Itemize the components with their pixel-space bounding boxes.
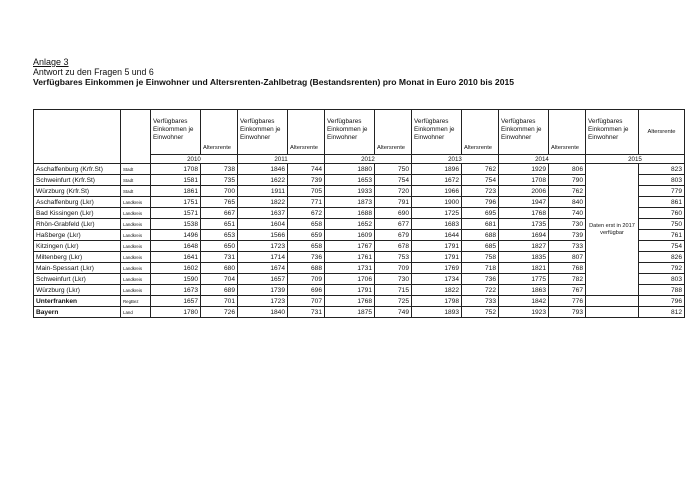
- income-cell: 1846: [238, 164, 288, 175]
- pension-cell: 680: [201, 263, 238, 274]
- income-cell: 1768: [499, 208, 549, 219]
- income-cell: 1590: [151, 274, 201, 285]
- income-cell: 1896: [412, 164, 462, 175]
- pension-cell: 750: [375, 164, 412, 175]
- pension-cell: 695: [462, 208, 499, 219]
- region-name: Main-Spessart (Lkr): [34, 263, 121, 274]
- pension-cell-2015: 823: [639, 164, 685, 175]
- pension-cell: 722: [462, 285, 499, 296]
- document-subtitle: Antwort zu den Fragen 5 und 6: [33, 67, 154, 77]
- pension-cell: 723: [462, 186, 499, 197]
- note-2015: Daten erst in 2017 verfügbar: [586, 164, 639, 296]
- pension-cell: 731: [201, 252, 238, 263]
- region-type: Landkreis: [121, 285, 151, 296]
- income-cell: 1581: [151, 175, 201, 186]
- income-cell: 1822: [412, 285, 462, 296]
- region-type: Stadt: [121, 164, 151, 175]
- pension-cell: 672: [288, 208, 325, 219]
- income-cell: 1672: [412, 175, 462, 186]
- pension-cell: 730: [375, 274, 412, 285]
- income-cell: 1538: [151, 219, 201, 230]
- income-cell: 1566: [238, 230, 288, 241]
- income-cell: 2006: [499, 186, 549, 197]
- region-type: Landkreis: [121, 241, 151, 252]
- pension-cell: 752: [462, 307, 499, 318]
- income-cell: 1644: [412, 230, 462, 241]
- year-2014: 2014: [499, 155, 586, 164]
- pension-cell: 806: [549, 164, 586, 175]
- header-row: [34, 110, 685, 155]
- income-cell: 1622: [238, 175, 288, 186]
- pension-cell: 730: [549, 219, 586, 230]
- document-title: Verfügbares Einkommen je Einwohner und Altersrenten-Zahlbetrag (Bestandsrenten) pro Monat in Euro 2010 bis 2015: [33, 77, 515, 87]
- pension-cell: 690: [375, 208, 412, 219]
- pension-cell: 658: [288, 241, 325, 252]
- pension-cell: 768: [549, 263, 586, 274]
- pension-cell: 725: [375, 296, 412, 307]
- income-cell: 1933: [325, 186, 375, 197]
- income-cell: 1767: [325, 241, 375, 252]
- income-cell: 1842: [499, 296, 549, 307]
- pension-cell: 731: [288, 307, 325, 318]
- pension-cell-2015: 796: [639, 296, 685, 307]
- pension-cell: 796: [462, 197, 499, 208]
- pension-cell: 688: [462, 230, 499, 241]
- pension-cell: 718: [462, 263, 499, 274]
- income-cell: 1880: [325, 164, 375, 175]
- region-type: Stadt: [121, 186, 151, 197]
- income-cell: 1708: [499, 175, 549, 186]
- table-row: [34, 296, 685, 307]
- income-cell: 1708: [151, 164, 201, 175]
- income-cell: 1739: [238, 285, 288, 296]
- pension-cell-2015: 750: [639, 219, 685, 230]
- income-cell: 1723: [238, 296, 288, 307]
- region-type: Landkreis: [121, 219, 151, 230]
- pension-cell: 744: [288, 164, 325, 175]
- income-cell: 1751: [151, 197, 201, 208]
- pension-cell: 765: [201, 197, 238, 208]
- income-cell: 1714: [238, 252, 288, 263]
- pension-cell: 754: [375, 175, 412, 186]
- data-table: [33, 109, 685, 318]
- pension-cell: 677: [375, 219, 412, 230]
- pension-cell: 709: [375, 263, 412, 274]
- income-cell: 1496: [151, 230, 201, 241]
- pension-cell: 701: [201, 296, 238, 307]
- pension-cell: 650: [201, 241, 238, 252]
- income-cell: 1821: [499, 263, 549, 274]
- region-type: Landkreis: [121, 252, 151, 263]
- pension-cell: 659: [288, 230, 325, 241]
- pension-cell-2015: 861: [639, 197, 685, 208]
- pension-cell: 740: [549, 208, 586, 219]
- empty-cell: [586, 307, 639, 318]
- income-cell: 1735: [499, 219, 549, 230]
- header-pension-2013: Altersrente: [462, 110, 499, 155]
- pension-cell: 762: [549, 186, 586, 197]
- income-cell: 1822: [238, 197, 288, 208]
- pension-cell-2015: 792: [639, 263, 685, 274]
- pension-cell: 736: [288, 252, 325, 263]
- income-cell: 1768: [325, 296, 375, 307]
- region-type: Landkreis: [121, 197, 151, 208]
- pension-cell: 696: [288, 285, 325, 296]
- income-cell: 1775: [499, 274, 549, 285]
- income-cell: 1929: [499, 164, 549, 175]
- income-cell: 1731: [325, 263, 375, 274]
- income-cell: 1604: [238, 219, 288, 230]
- region-name: Würzburg (Lkr): [34, 285, 121, 296]
- pension-cell: 705: [288, 186, 325, 197]
- income-cell: 1657: [151, 296, 201, 307]
- region-name: Kitzingen (Lkr): [34, 241, 121, 252]
- pension-cell: 681: [462, 219, 499, 230]
- pension-cell: 733: [549, 241, 586, 252]
- pension-cell-2015: 779: [639, 186, 685, 197]
- pension-cell: 735: [201, 175, 238, 186]
- income-cell: 1798: [412, 296, 462, 307]
- region-name: Würzburg (Krfr.St): [34, 186, 121, 197]
- income-cell: 1706: [325, 274, 375, 285]
- region-name: Schweinfurt (Lkr): [34, 274, 121, 285]
- pension-cell-2015: 788: [639, 285, 685, 296]
- income-cell: 1683: [412, 219, 462, 230]
- pension-cell-2015: 812: [639, 307, 685, 318]
- region-type: Landkreis: [121, 230, 151, 241]
- region-type: Landkreis: [121, 274, 151, 285]
- year-2010: 2010: [151, 155, 238, 164]
- pension-cell-2015: 760: [639, 208, 685, 219]
- pension-cell-2015: 803: [639, 274, 685, 285]
- pension-cell: 782: [549, 274, 586, 285]
- pension-cell: 658: [288, 219, 325, 230]
- table-row: [34, 307, 685, 318]
- region-type: Stadt: [121, 175, 151, 186]
- pension-cell: 736: [462, 274, 499, 285]
- pension-cell: 726: [201, 307, 238, 318]
- income-cell: 1723: [238, 241, 288, 252]
- pension-cell: 758: [462, 252, 499, 263]
- pension-cell: 754: [462, 175, 499, 186]
- pension-cell: 776: [549, 296, 586, 307]
- pension-cell: 709: [288, 274, 325, 285]
- pension-cell-2015: 761: [639, 230, 685, 241]
- pension-cell: 749: [375, 307, 412, 318]
- region-name: Unterfranken: [34, 296, 121, 307]
- header-income-2010: Verfügbares Einkommen je Einwohner: [151, 110, 201, 155]
- income-cell: 1791: [412, 241, 462, 252]
- income-cell: 1673: [151, 285, 201, 296]
- income-cell: 1602: [151, 263, 201, 274]
- pension-cell: 791: [375, 197, 412, 208]
- pension-cell: 689: [201, 285, 238, 296]
- income-cell: 1674: [238, 263, 288, 274]
- pension-cell: 653: [201, 230, 238, 241]
- income-cell: 1657: [238, 274, 288, 285]
- income-cell: 1641: [151, 252, 201, 263]
- pension-cell: 704: [201, 274, 238, 285]
- region-type: Landkreis: [121, 208, 151, 219]
- pension-cell: 715: [375, 285, 412, 296]
- pension-cell-2015: 826: [639, 252, 685, 263]
- pension-cell: 700: [201, 186, 238, 197]
- income-cell: 1863: [499, 285, 549, 296]
- income-cell: 1791: [412, 252, 462, 263]
- income-cell: 1648: [151, 241, 201, 252]
- pension-cell: 739: [288, 175, 325, 186]
- income-cell: 1609: [325, 230, 375, 241]
- region-type: RegBez: [121, 296, 151, 307]
- income-cell: 1769: [412, 263, 462, 274]
- corner-cell: [34, 110, 121, 164]
- pension-cell: 667: [201, 208, 238, 219]
- income-cell: 1688: [325, 208, 375, 219]
- pension-cell: 679: [375, 230, 412, 241]
- income-cell: 1734: [412, 274, 462, 285]
- region-name: Miltenberg (Lkr): [34, 252, 121, 263]
- pension-cell: 753: [375, 252, 412, 263]
- pension-cell: 678: [375, 241, 412, 252]
- region-name: Aschaffenburg (Lkr): [34, 197, 121, 208]
- header-pension-2014: Altersrente: [549, 110, 586, 155]
- pension-cell: 688: [288, 263, 325, 274]
- header-pension-2011: Altersrente: [288, 110, 325, 155]
- header-income-2011: Verfügbares Einkommen je Einwohner: [238, 110, 288, 155]
- pension-cell: 840: [549, 197, 586, 208]
- income-cell: 1923: [499, 307, 549, 318]
- income-cell: 1761: [325, 252, 375, 263]
- income-cell: 1900: [412, 197, 462, 208]
- header-pension-2012: Altersrente: [375, 110, 412, 155]
- income-cell: 1694: [499, 230, 549, 241]
- region-name: Schweinfurt (Krfr.St): [34, 175, 121, 186]
- region-type: Land: [121, 307, 151, 318]
- region-type: Landkreis: [121, 263, 151, 274]
- document-header: [33, 57, 514, 87]
- income-cell: 1875: [325, 307, 375, 318]
- income-cell: 1835: [499, 252, 549, 263]
- income-cell: 1571: [151, 208, 201, 219]
- region-name: Haßberge (Lkr): [34, 230, 121, 241]
- income-cell: 1827: [499, 241, 549, 252]
- income-cell: 1780: [151, 307, 201, 318]
- corner-cell: [121, 110, 151, 164]
- header-income-2012: Verfügbares Einkommen je Einwohner: [325, 110, 375, 155]
- income-cell: 1791: [325, 285, 375, 296]
- pension-cell: 738: [201, 164, 238, 175]
- pension-cell-2015: 754: [639, 241, 685, 252]
- pension-cell: 707: [288, 296, 325, 307]
- header-income-2013: Verfügbares Einkommen je Einwohner: [412, 110, 462, 155]
- region-name: Bad Kissingen (Lkr): [34, 208, 121, 219]
- year-2013: 2013: [412, 155, 499, 164]
- region-name: Bayern: [34, 307, 121, 318]
- region-name: Rhön-Grabfeld (Lkr): [34, 219, 121, 230]
- income-cell: 1873: [325, 197, 375, 208]
- income-cell: 1652: [325, 219, 375, 230]
- year-2015: 2015: [586, 155, 685, 164]
- header-income-2015: Verfügbares Einkommen je Einwohner: [586, 110, 639, 155]
- pension-cell: 807: [549, 252, 586, 263]
- income-cell: 1966: [412, 186, 462, 197]
- pension-cell: 790: [549, 175, 586, 186]
- header-pension-2010: Altersrente: [201, 110, 238, 155]
- pension-cell: 771: [288, 197, 325, 208]
- annex-label: Anlage 3: [33, 57, 69, 67]
- pension-cell-2015: 803: [639, 175, 685, 186]
- header-income-2014: Verfügbares Einkommen je Einwohner: [499, 110, 549, 155]
- pension-cell: 651: [201, 219, 238, 230]
- income-cell: 1861: [151, 186, 201, 197]
- pension-cell: 739: [549, 230, 586, 241]
- income-cell: 1947: [499, 197, 549, 208]
- income-cell: 1840: [238, 307, 288, 318]
- income-cell: 1911: [238, 186, 288, 197]
- pension-cell: 762: [462, 164, 499, 175]
- income-cell: 1893: [412, 307, 462, 318]
- pension-cell: 767: [549, 285, 586, 296]
- income-cell: 1653: [325, 175, 375, 186]
- pension-cell: 793: [549, 307, 586, 318]
- empty-cell: [586, 296, 639, 307]
- pension-cell: 685: [462, 241, 499, 252]
- header-pension-2015: Altersrente: [639, 110, 685, 155]
- year-2011: 2011: [238, 155, 325, 164]
- income-cell: 1637: [238, 208, 288, 219]
- pension-cell: 733: [462, 296, 499, 307]
- region-name: Aschaffenburg (Krfr.St): [34, 164, 121, 175]
- year-2012: 2012: [325, 155, 412, 164]
- income-cell: 1725: [412, 208, 462, 219]
- pension-cell: 720: [375, 186, 412, 197]
- table-row: [34, 164, 685, 175]
